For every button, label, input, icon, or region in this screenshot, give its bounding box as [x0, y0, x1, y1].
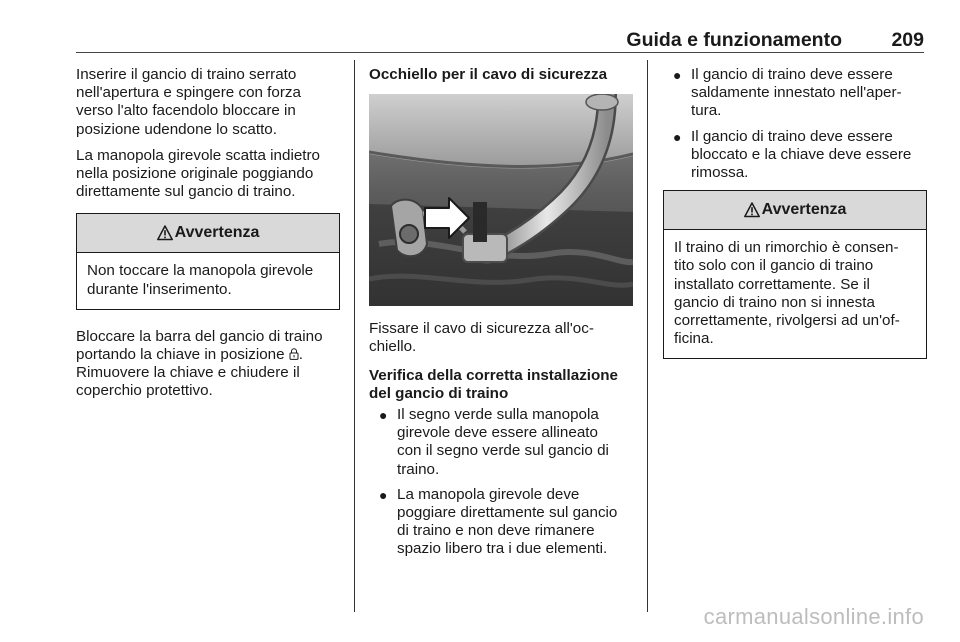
column-3: [663, 66, 927, 359]
page-header: [76, 28, 924, 54]
column-2: [369, 66, 637, 566]
list-item: [663, 128, 927, 183]
list-item-text: La manopola girevole deve poggiare direttamente sul gancio di traino e non deve rimanere spazio libero tra i due elementi.: [397, 485, 618, 558]
warning-box: [76, 213, 340, 309]
bullet-icon: ●: [673, 67, 682, 83]
paragraph-insert-hook: Inserire il gancio di traino serrato nell'apertura e spingere con forza verso l'alto facendolo bloccare in posizione udendone lo scatto.: [76, 66, 301, 138]
bullet-icon: ●: [673, 128, 682, 145]
warning-triangle-icon: [157, 225, 173, 241]
warning-text: Il traino di un rimorchio è consen- tito solo con il gancio di traino installato correttamente. Se il gancio di traino non si innesta correttamente, rivolgersi ad un'of- ficina.: [674, 239, 900, 348]
watermark: carmanualsonline.info: [703, 604, 924, 629]
heading-safety-eye: Occhiello per il cavo di sicurezza: [369, 66, 608, 83]
list-item: [369, 486, 637, 559]
list-item: [369, 406, 637, 479]
page-number: 209: [891, 29, 924, 51]
warning-triangle-icon: [744, 202, 760, 218]
warning-text: Non toccare la manopola girevole durante l'inserimento.: [87, 262, 314, 298]
paragraph-lock-bar: [76, 328, 340, 401]
warning-title: Avvertenza: [761, 201, 847, 219]
verify-bullet-list: [369, 406, 637, 559]
lock-position-icon: [289, 348, 299, 360]
header-rule: [76, 52, 924, 53]
column-divider-left: [354, 60, 355, 612]
paragraph-lock-bar-text-b: . Rimuovere la chiave e chiudere il coperchio protettivo.: [76, 346, 304, 400]
caption-attach-cable: Fissare il cavo di sicurezza all'oc- chiello.: [369, 320, 594, 356]
warning-box-header: [664, 191, 926, 230]
list-item: [663, 66, 927, 121]
column-divider-right: [647, 60, 648, 612]
towing-eye-photo: [369, 94, 633, 306]
list-item-text: Il gancio di traino deve essere saldamente innestato nell'aper- tura.: [691, 66, 902, 120]
bullet-icon: ●: [379, 486, 388, 503]
paragraph-lock-bar-text-a: Bloccare la barra del gancio di traino portando la chiave in posizione: [76, 327, 323, 364]
bullet-icon: ●: [379, 407, 388, 424]
warning-title: Avvertenza: [174, 224, 260, 242]
list-item-text: Il gancio di traino deve essere bloccato e la chiave deve essere rimossa.: [691, 127, 912, 182]
heading-verify-installation: Verifica della corretta installazione del gancio di traino: [369, 366, 619, 402]
warning-box: [663, 190, 927, 359]
list-item-text: Il segno verde sulla manopola girevole deve essere allineato con il segno verde sul gancio di traino.: [397, 406, 609, 478]
section-title: Guida e funzionamento: [626, 29, 842, 51]
paragraph-knob-return: La manopola girevole scatta indietro nella posizione originale poggiando direttamente sul gancio di traino.: [76, 146, 320, 201]
check-bullet-list: [663, 66, 927, 182]
column-1: [76, 66, 340, 409]
warning-box-header: [77, 214, 339, 253]
